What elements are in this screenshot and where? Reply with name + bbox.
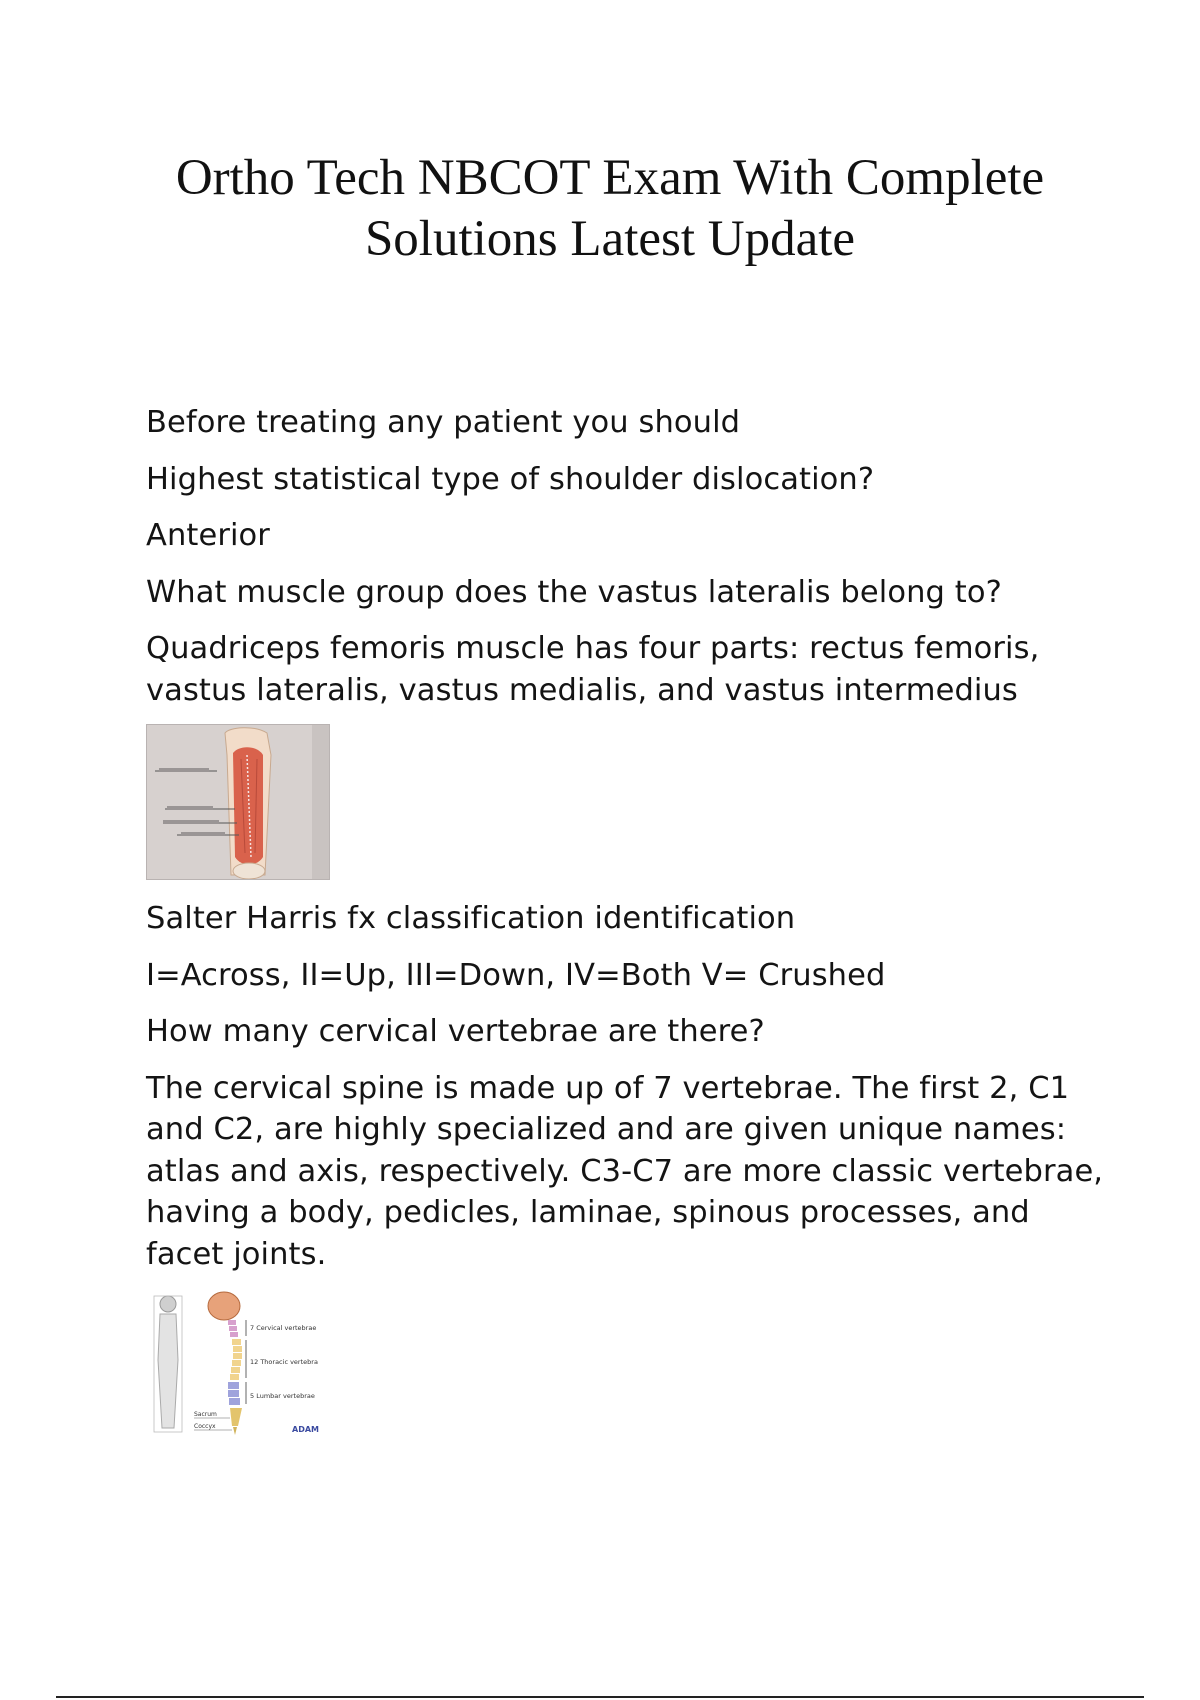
spine-illustration (146, 1290, 328, 1448)
spine-label: Sacrum (194, 1411, 217, 1418)
question-text: What muscle group does the vastus lateralis belong to? (146, 574, 1002, 610)
spine-label: 7 Cervical vertebrae (250, 1324, 317, 1332)
document-title: Ortho Tech NBCOT Exam With Complete Solutions Latest Update (175, 150, 1045, 267)
quadriceps-illustration (147, 725, 329, 879)
answer-text: The cervical spine is made up of 7 vertebrae. The first 2, C1 and C2, are highly specialized and are given unique names: atlas and axis, respectively. C3-C7 are more classic vertebrae, having a body, pedicles, laminae, spinous processes, and facet joints. (146, 1070, 1104, 1272)
answer-text: I=Across, II=Up, III=Down, IV=Both V= Crushed (146, 957, 886, 993)
page-divider (56, 1696, 1144, 1698)
question-text: How many cervical vertebrae are there? (146, 1014, 765, 1049)
question-text: Salter Harris fx classification identification (146, 901, 796, 936)
document-body (146, 402, 1106, 1448)
spine-image (146, 1290, 328, 1448)
spine-label: Coccyx (194, 1423, 216, 1430)
spine-label: 12 Thoracic vertebra (250, 1358, 318, 1366)
question-text: Highest statistical type of shoulder dislocation? (146, 461, 875, 497)
question-text: Before treating any patient you should (146, 405, 741, 440)
spine-label: 5 Lumbar vertebrae (250, 1392, 315, 1400)
answer-text: Anterior (146, 518, 270, 553)
answer-text: Quadriceps femoris muscle has four parts: rectus femoris, vastus lateralis, vastus medialis, and vastus intermedius (146, 631, 1040, 708)
quadriceps-muscle-image (146, 724, 330, 880)
adam-logo: ADAM (292, 1425, 319, 1434)
